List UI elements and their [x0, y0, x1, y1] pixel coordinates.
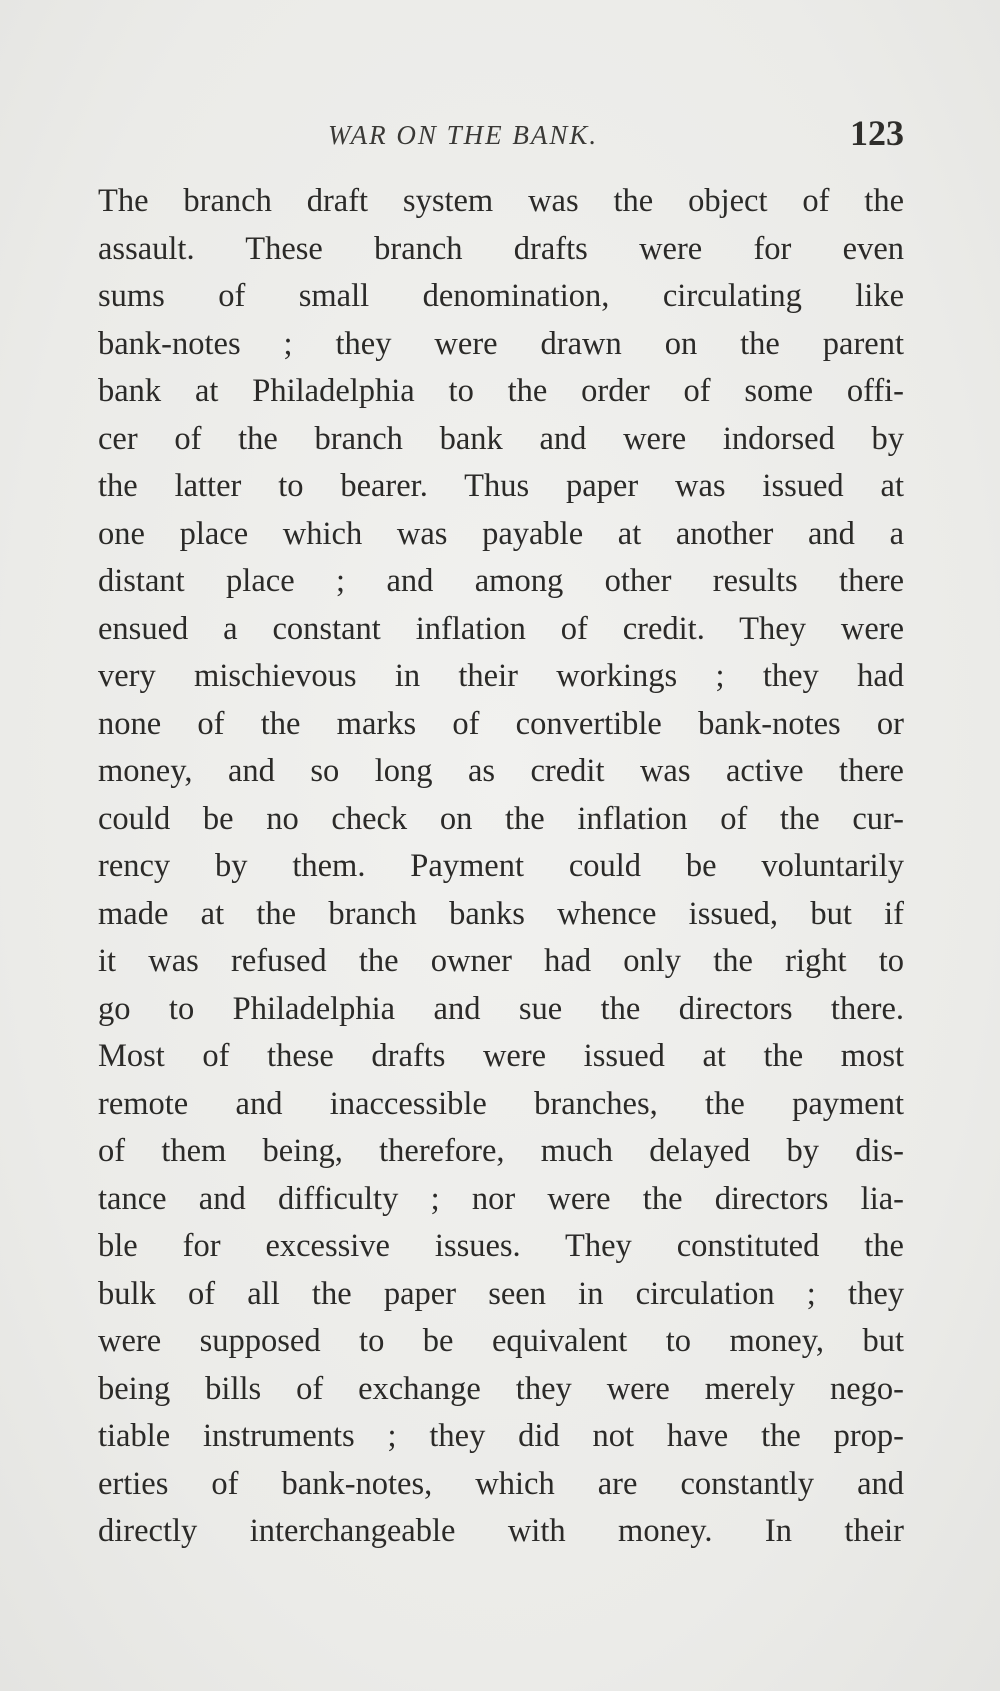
text-line: tance and difficulty ; nor were the directors lia-	[98, 1180, 904, 1217]
text-line: could be no check on the inflation of the cur-	[98, 800, 904, 837]
text-line: being bills of exchange they were merely nego-	[98, 1370, 904, 1407]
text-line: cer of the branch bank and were indorsed by	[98, 420, 904, 457]
text-line: none of the marks of convertible bank-notes or	[98, 705, 904, 742]
text-line: the latter to bearer. Thus paper was issued at	[98, 468, 904, 504]
text-line: tiable instruments ; they did not have the prop-	[98, 1418, 904, 1454]
page-header	[98, 112, 904, 162]
text-line: very mischievous in their workings ; they had	[98, 658, 904, 694]
body-text	[98, 178, 904, 1556]
text-line: money, and so long as credit was active there	[98, 753, 904, 789]
text-line: made at the branch banks whence issued, but if	[98, 895, 904, 932]
text-line: erties of bank-notes, which are constantly and	[98, 1465, 904, 1502]
text-line: of them being, therefore, much delayed by dis-	[98, 1133, 904, 1169]
text-line: bulk of all the paper seen in circulation ; they	[98, 1275, 904, 1312]
text-line: remote and inaccessible branches, the payment	[98, 1085, 904, 1122]
text-line: ble for excessive issues. They constituted the	[98, 1228, 904, 1264]
text-line: were supposed to be equivalent to money, but	[98, 1323, 904, 1359]
text-line: rency by them. Payment could be voluntarily	[98, 848, 904, 884]
text-line: sums of small denomination, circulating like	[98, 278, 904, 314]
text-line: The branch draft system was the object of the	[98, 183, 904, 219]
text-line: one place which was payable at another and a	[98, 515, 904, 552]
text-line: assault. These branch drafts were for even	[98, 230, 904, 267]
text-line: go to Philadelphia and sue the directors there.	[98, 990, 904, 1027]
text-line: bank at Philadelphia to the order of some offi-	[98, 373, 904, 409]
text-line: bank-notes ; they were drawn on the parent	[98, 325, 904, 362]
page-number: 123	[850, 113, 904, 153]
text-line: it was refused the owner had only the right to	[98, 943, 904, 979]
text-line: directly interchangeable with money. In their	[98, 1513, 904, 1549]
text-line: ensued a constant inflation of credit. They were	[98, 610, 904, 647]
text-line: Most of these drafts were issued at the most	[98, 1038, 904, 1074]
running-head: WAR ON THE BANK.	[328, 120, 599, 150]
text-line: distant place ; and among other results there	[98, 563, 904, 599]
